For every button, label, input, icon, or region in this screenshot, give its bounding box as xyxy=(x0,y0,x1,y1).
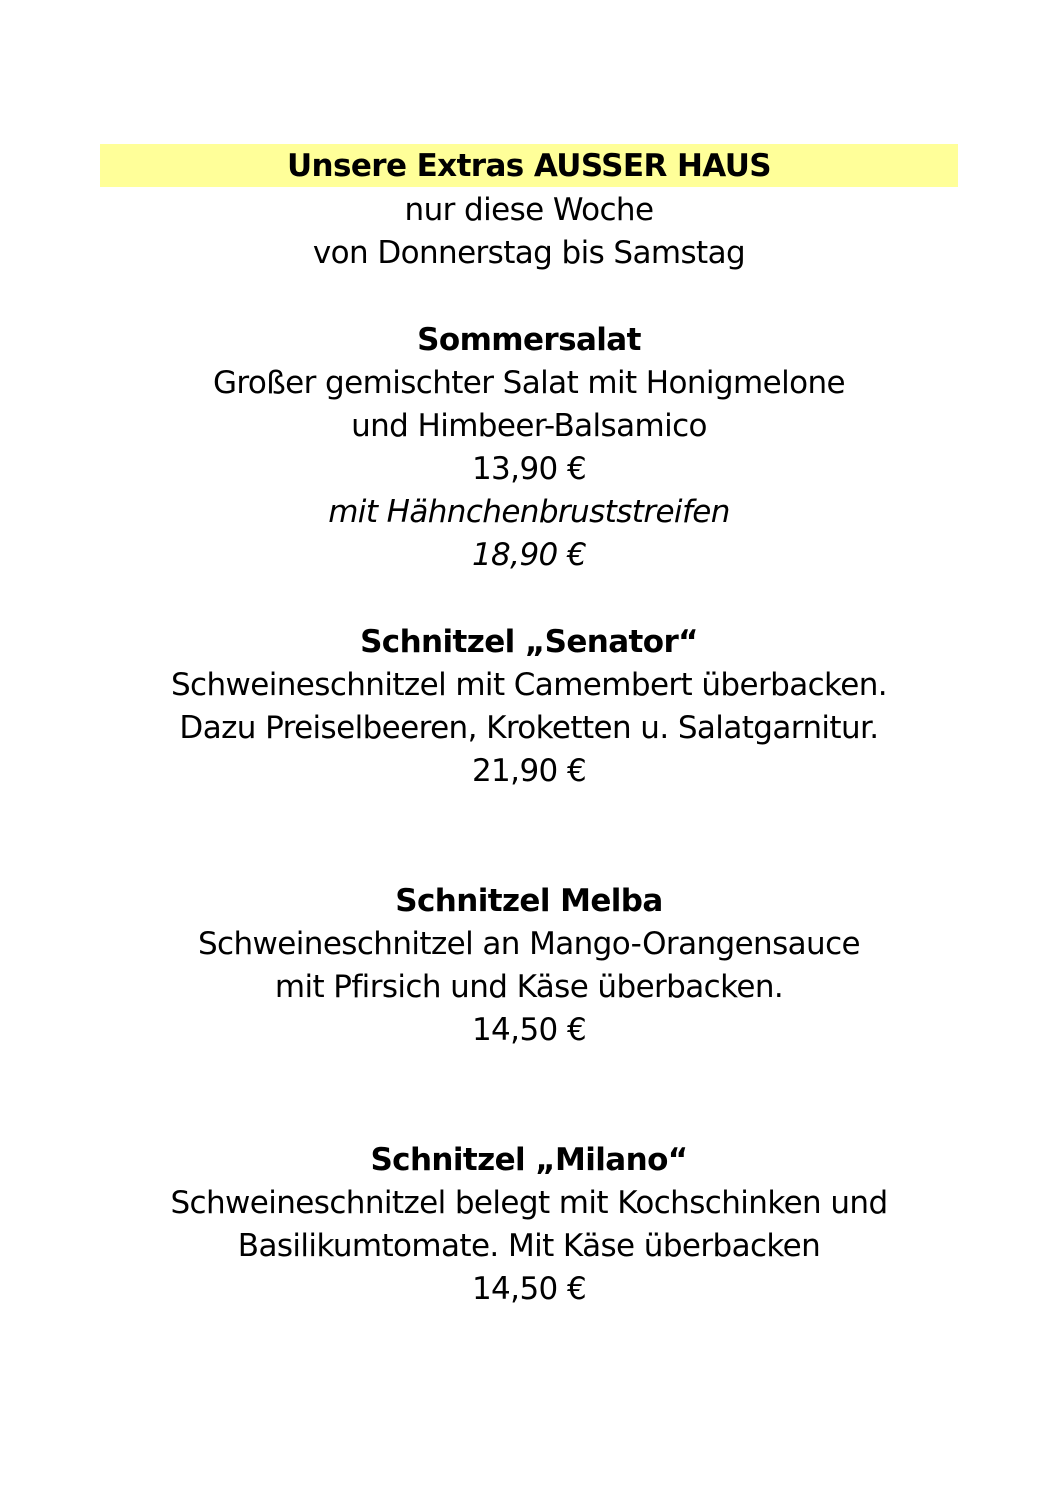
page-title: Unsere Extras AUSSER HAUS xyxy=(286,148,772,184)
menu-item-description: Schweineschnitzel mit Camembert überbacken. xyxy=(170,667,888,703)
menu-item-name: Schnitzel „Milano“ xyxy=(370,1142,688,1178)
menu-item-option-price: 18,90 € xyxy=(471,537,587,573)
menu-item-description: Basilikumtomate. Mit Käse überbacken xyxy=(237,1228,821,1264)
menu-item-description: mit Pfirsich und Käse überbacken. xyxy=(274,969,784,1005)
subtitle-week: nur diese Woche xyxy=(404,192,654,228)
menu-item-description: und Himbeer-Balsamico xyxy=(351,408,707,444)
menu-item-name: Schnitzel Melba xyxy=(395,883,663,919)
subtitle-days: von Donnerstag bis Samstag xyxy=(312,235,746,271)
menu-item-name: Sommersalat xyxy=(417,322,641,358)
menu-item-price: 13,90 € xyxy=(471,451,587,487)
menu-item-description: Schweineschnitzel an Mango-Orangensauce xyxy=(197,926,861,962)
menu-item-option-label: mit Hähnchenbruststreifen xyxy=(328,494,730,530)
menu-item-price: 14,50 € xyxy=(471,1012,587,1048)
menu-item-price: 21,90 € xyxy=(471,753,587,789)
menu-item-description: Schweineschnitzel belegt mit Kochschinken und xyxy=(170,1185,888,1221)
menu-item-name: Schnitzel „Senator“ xyxy=(360,624,698,660)
menu-item-price: 14,50 € xyxy=(471,1271,587,1307)
menu-item-description: Großer gemischter Salat mit Honigmelone xyxy=(213,365,845,401)
menu-item-description: Dazu Preiselbeeren, Kroketten u. Salatgarnitur. xyxy=(179,710,879,746)
